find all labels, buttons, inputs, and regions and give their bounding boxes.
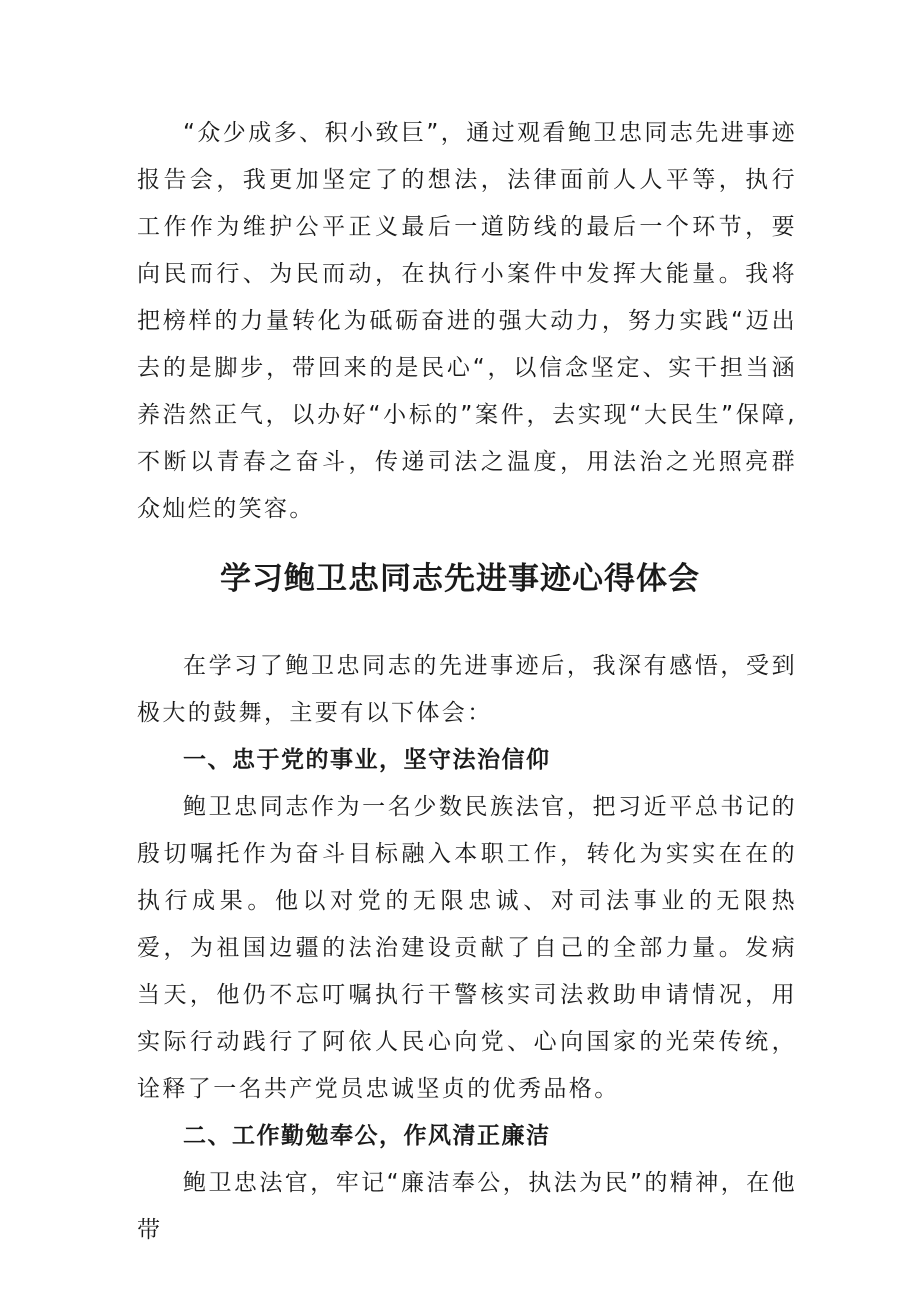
section-heading-1: 一、忠于党的事业，坚守法治信仰	[183, 747, 551, 773]
article-title: 学习鲍卫忠同志先进事迹心得体会	[220, 561, 700, 597]
section-body-2: 鲍卫忠法官，牢记“廉洁奉公，执法为民”的精神，在他带	[137, 1170, 797, 1243]
opening-paragraph: 在学习了鲍卫忠同志的先进事迹后，我深有感悟，受到极大的鼓舞，主要有以下体会：	[137, 653, 797, 726]
article-body	[137, 643, 797, 1254]
section-heading-2: 二、工作勤勉奉公，作风清正廉洁	[183, 1123, 551, 1149]
section-body-1: 鲍卫忠同志作为一名少数民族法官，把习近平总书记的殷切嘱托作为奋斗目标融入本职工作，转化为实实在在的执行成果。他以对党的无限忠诚、对司法事业的无限热爱，为祖国边疆的法治建设贡献了自己的全部力量。发病当天，他仍不忘叮嘱执行干警核实司法救助申请情况，用实际行动践行了阿依人民心向党、心向国家的光荣传统，诠释了一名共产党员忠诚坚贞的优秀品格。	[137, 794, 797, 1102]
intro-paragraph: “众少成多、积小致巨”，通过观看鲍卫忠同志先进事迹报告会，我更加坚定了的想法，法律面前人人平等，执行工作作为维护公平正义最后一道防线的最后一个环节，要向民而行、为民而动，在执行小案件中发挥大能量。我将把榜样的力量转化为砥砺奋进的强大动力，努力实践“迈出去的是脚步，带回来的是民心“，以信念坚定、实干担当涵养浩然正气，以办好“小标的”案件，去实现“大民生”保障,不断以青春之奋斗，传递司法之温度，用法治之光照亮群众灿烂的笑容。	[137, 120, 797, 522]
intro-block	[137, 110, 797, 533]
